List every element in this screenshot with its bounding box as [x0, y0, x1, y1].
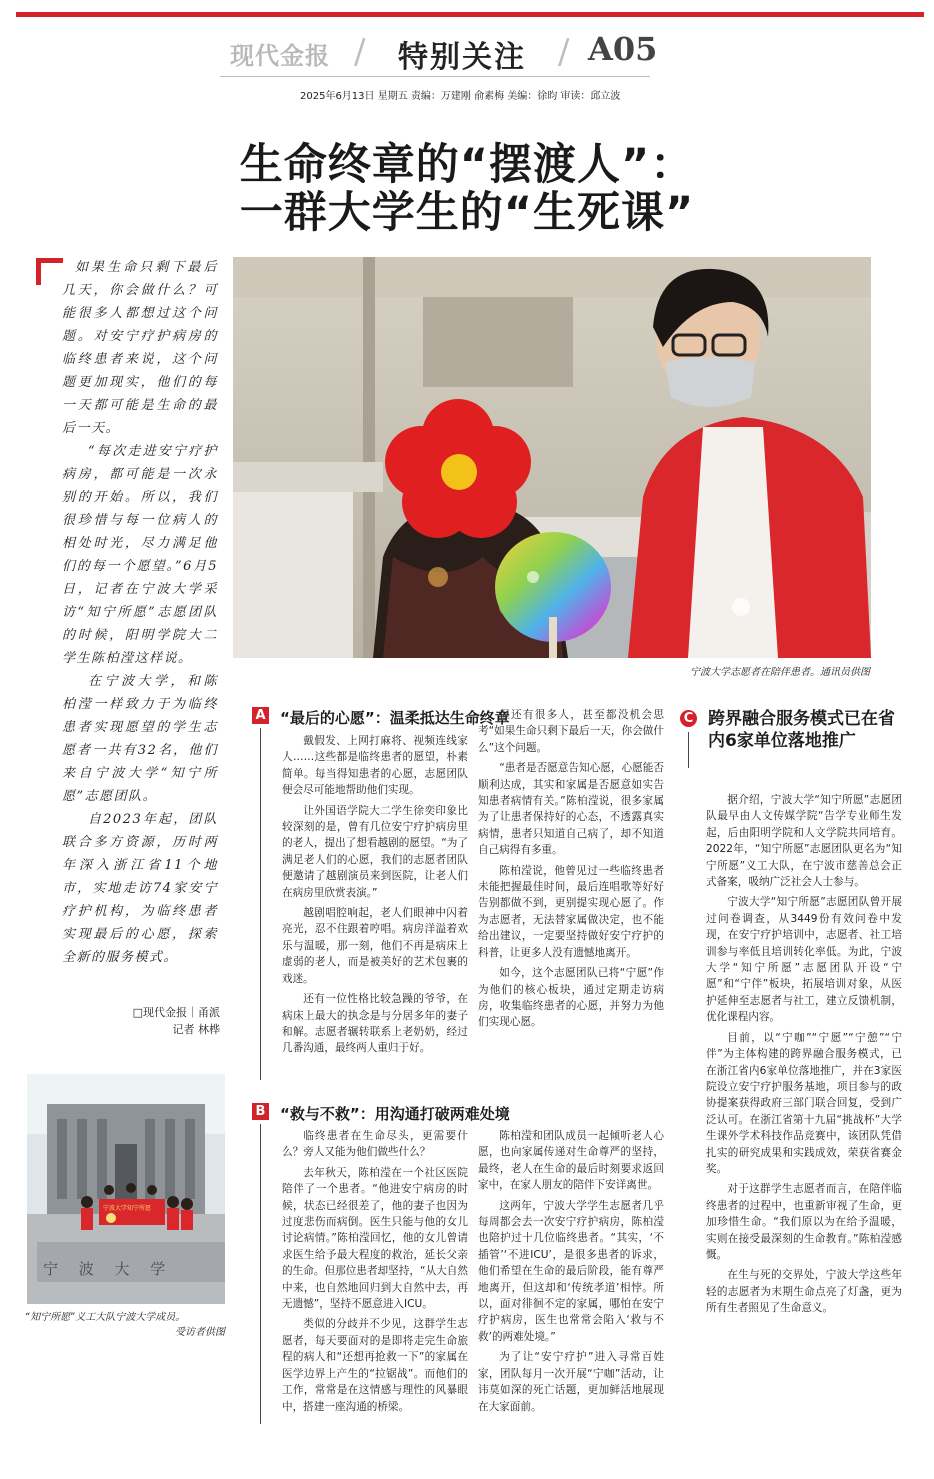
side-caption-credit: 受访者供图 [175, 1327, 225, 1338]
side-caption-text: “知宁所愿”义工大队宁波大学成员。 [25, 1312, 186, 1323]
section-a-col1 [282, 733, 468, 1061]
headline-line2: 一群大学生的“生死课” [239, 188, 695, 238]
lead-bracket [36, 258, 63, 285]
section-a-badge: A [252, 707, 269, 724]
paragraph: 对于这群学生志愿者而言，在陪伴临终患者的过程中，也重新审视了生命，更加珍惜生命。“我们原以为在给予温暖，实则在接受最深刻的生命教育。”陈柏滢感慨。 [706, 1183, 902, 1261]
banner-text: 宁波大学知宁所愿 [103, 1205, 152, 1212]
paper-name: 现代金报 [230, 41, 330, 70]
section-a-title: “最后的心愿”：温柔抵达生命终章 [280, 709, 510, 727]
section-c-col [706, 792, 902, 1321]
page-number: A05 [588, 30, 658, 68]
paragraph: 戴假发、上网打麻将、视频连线家人……这些都是临终患者的愿望，朴素简单。每当得知患者的心愿，志愿团队便会尽可能地帮助他们实现。 [282, 735, 468, 797]
section-c-title: 跨界融合服务模式已在省内6家单位落地推广 [708, 709, 895, 751]
lead-text [62, 256, 218, 969]
section-a-rule [260, 728, 261, 1080]
paragraph: 目前，以“宁咖”“宁愿”“宁憩”“宁伴”为主体构建的跨界融合服务模式，已在浙江省内6家单位落地推广，并在3家医院设立安宁疗护服务基地，项目参与的政协提案获得政府三部门联合回复，受到广泛认可。在浙江省第十九届“挑战杯”大学生课外学术科技作品竞赛中，该团队凭借扎实的研究成果和实践成效，荣获省赛金奖。 [706, 1031, 902, 1175]
paragraph: 类似的分歧并不少见，这群学生志愿者，每天要面对的是即将走完生命旅程的病人和“还想再抢救一下”的家属在医学边界上产生的“拉锯战”。而他们的工作，常常是在这情感与理性的风暴眼中，搭建一座沟通的桥梁。 [282, 1318, 468, 1413]
paragraph: 但还有很多人，甚至都没机会思考“如果生命只剩下最后一天，你会做什么”这个问题。 [478, 709, 664, 754]
byline [90, 1004, 220, 1038]
paragraph: 陈柏滢和团队成员一起倾听老人心愿，也向家属传递对生命尊严的坚持，最终，老人在生命的最后时刻要求返回家中，在家人朋友的陪伴下安详离世。 [478, 1130, 664, 1192]
side-photo-illustration [27, 1074, 225, 1304]
paragraph: 如今，这个志愿团队已将“宁愿”作为他们的核心板块，通过定期走访病房，收集临终患者的心愿，并努力为他们实现心愿。 [478, 967, 664, 1029]
section-b-rule [260, 1124, 261, 1424]
dateline: 2025年6月13日 星期五 责编：万建刚 俞素梅 美编：徐昀 审读：邱立波 [300, 91, 621, 102]
headline-line1: 生命终章的“摆渡人”： [239, 140, 695, 190]
paragraph: 临终患者在生命尽头，更需要什么？旁人又能为他们做些什么？ [282, 1130, 468, 1159]
paragraph: 还有一位性格比较急躁的爷爷，在病床上最大的执念是与分居多年的妻子和解。志愿者辗转联系上老奶奶，经过几番沟通，最终两人重归于好。 [282, 993, 468, 1055]
masthead-slash: / [558, 32, 570, 72]
main-photo-illustration [233, 257, 871, 658]
main-photo [233, 257, 871, 658]
paragraph: 为了让“安宁疗护”进入寻常百姓家，团队每月一次开展“宁咖”活动，让讳莫如深的死亡话题，更加鲜活地展现在大家面前。 [478, 1351, 664, 1413]
section-b-badge: B [252, 1103, 269, 1120]
paragraph: 越剧唱腔响起，老人们眼神中闪着亮光，忍不住跟着哼唱。病房洋溢着欢乐与温暖，那一刻，他们不再是病床上虚弱的老人，而是被美好的艺术包裹的戏迷。 [282, 907, 468, 985]
section-c-badge: C [680, 710, 697, 727]
top-red-rule [16, 12, 924, 17]
lead-paragraph: 如果生命只剩下最后几天，你会做什么？可能很多人都想过这个问题。对安宁疗护病房的临终患者来说，这个问题更加现实，他们的每一天都可能是生命的最后一天。 [62, 260, 218, 436]
lead-paragraph: 自2023年起，团队联合多方资源，历时两年深入浙江省11个地市，实地走访74家安宁疗护机构，为临终患者实现最后的心愿，探索全新的服务模式。 [62, 812, 218, 965]
byline-reporter: 记者 林桦 [172, 1023, 220, 1036]
lead-paragraph: “每次走进安宁疗护病房，都可能是一次永别的开始。所以，我们很珍惜与每一位病人的相处时光，尽力满足他们的每一个愿望。”6月5日，记者在宁波大学采访“知宁所愿”志愿团队的时候，阳明学院大二学生陈柏滢这样说。 [62, 444, 218, 666]
masthead [222, 30, 662, 76]
side-photo [27, 1074, 225, 1304]
section-b-title: “救与不救”：用沟通打破两难处境 [280, 1105, 510, 1123]
section-a-col2 [478, 707, 664, 1035]
main-photo-caption: 宁波大学志愿者在陪伴患者。通讯员供图 [690, 667, 870, 678]
paragraph: 宁波大学“知宁所愿”志愿团队曾开展过问卷调查，从3449份有效问卷中发现，在安宁疗护培训中，志愿者、社工培训参与率低且培训转化率低。为此，宁波大学“知宁所愿”志愿团队开设“宁愿”和“宁伴”板块，拓展培训对象，从医护延伸至志愿者与社工，建立反馈机制，优化课程内容。 [706, 896, 902, 1024]
paragraph: “患者是否愿意告知心愿，心愿能否顺利达成，其实和家属是否愿意如实告知患者病情有关。”陈柏滢说，很多家属为了让患者保持好的心态，不透露真实病情，患者只知道自己病了，却不知道自己病得有多重。 [478, 762, 664, 857]
section-name: 特别关注 [398, 40, 526, 75]
section-c-rule [688, 732, 689, 768]
paragraph: 让外国语学院大二学生徐奕印象比较深刻的是，曾有几位安宁疗护病房里的老人，提出了想看越剧的愿望。“为了满足老人们的心愿，我们的志愿者团队便邀请了越剧演员来到医院，让老人们在病房里欣赏表演。” [282, 804, 468, 899]
side-photo-caption [25, 1310, 225, 1340]
paragraph: 去年秋天，陈柏滢在一个社区医院陪伴了一个患者。“他进安宁病房的时候，状态已经很差了，他的妻子也因为过度悲伤而病倒。医生只能与他的女儿讨论病情。”陈柏滢回忆，他的女儿曾请求医生给予最大程度的救治，延长父亲的生命。但那位患者却坚持，“从大自然中来，也自然地回归到大自然中去，再无遗憾”，坚持不愿意进入ICU。 [282, 1166, 468, 1311]
section-b-col1 [282, 1128, 468, 1419]
paragraph: 在生与死的交界处，宁波大学这些年轻的志愿者为末期生命点亮了灯盏，更为所有生者照见了生命意义。 [706, 1269, 902, 1315]
paragraph: 陈柏滢说，他曾见过一些临终患者未能把握最佳时间，最后连唱歌等好好告别都做不到，更别提实现心愿了。作为志愿者，无法替家属做决定，也不能给出建议，一定要坚持做好安宁疗护的科普，让更多人没有遗憾地离开。 [478, 864, 664, 959]
byline-source: □现代金报｜甬派 [132, 1006, 220, 1019]
masthead-slash: / [354, 32, 366, 72]
lead-paragraph: 在宁波大学，和陈柏滢一样致力于为临终患者实现愿望的学生志愿者一共有32名，他们来自宁波大学“知宁所愿”志愿团队。 [62, 674, 218, 804]
building-sign: 宁 波 大 学 [43, 1260, 174, 1278]
paragraph: 据介绍，宁波大学“知宁所愿”志愿团队最早由人文传媒学院“告学专业师生发起，后由阳明学院和人文学院共同培育。2022年，“知宁所愿”志愿团队更名为“知宁所愿”义工大队，在宁波市慈善总会正式备案，吸纳广泛社会人士参与。 [706, 794, 902, 889]
masthead-rule [220, 76, 650, 77]
paragraph: 这两年，宁波大学学生志愿者几乎每周都会去一次安宁疗护病房，陈柏滢也陪护过十几位临终患者。“其实，‘不插管’‘不进ICU’，是很多患者的诉求，他们希望在生命的最后阶段，能有尊严地离开，但这却和‘传统孝道’相悖。所以，面对徘徊不定的家属，哪怕在安宁疗护病房，医生也常常会陷入‘救与不救’的两难处境。” [478, 1199, 664, 1343]
section-b-col2 [478, 1128, 664, 1419]
